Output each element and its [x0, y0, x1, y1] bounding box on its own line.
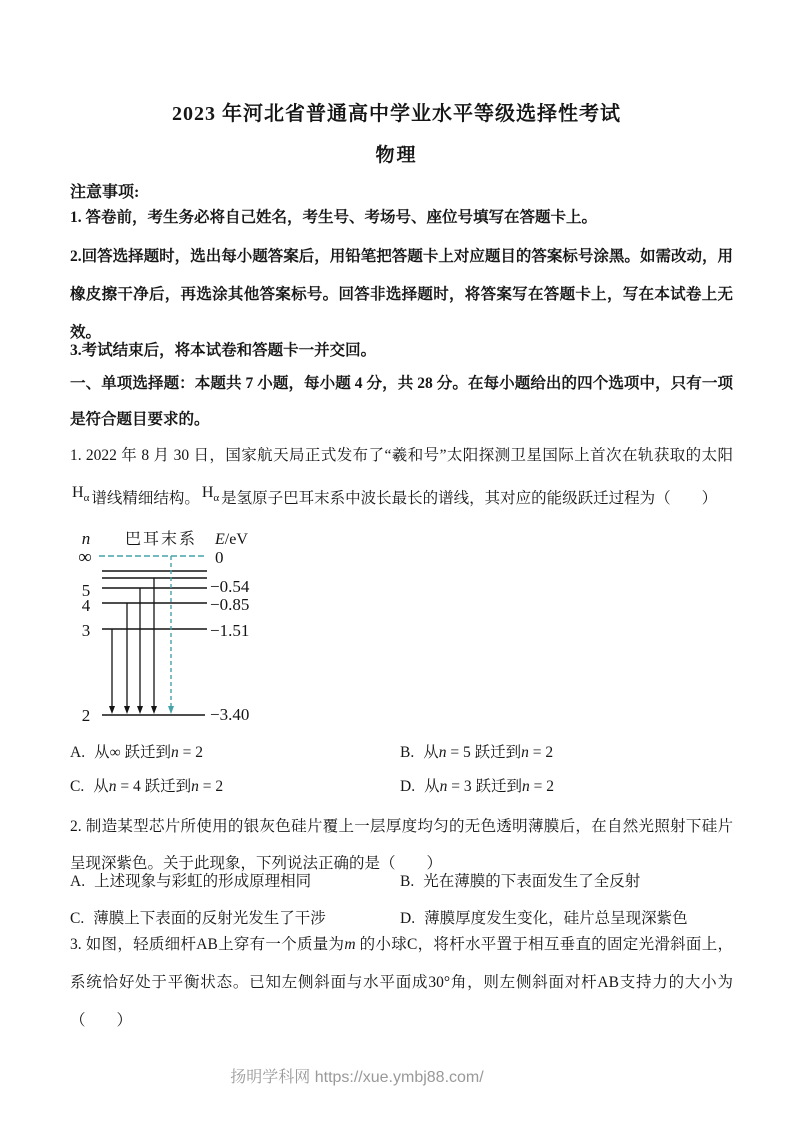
h-alpha-symbol: [202, 471, 219, 520]
option-text: 上述现象与彩虹的形成原理相同: [94, 873, 312, 890]
text-run: = 2: [198, 778, 224, 795]
energy-level-diagram: [69, 517, 319, 732]
text-run: 3. 如图，轻质细杆: [70, 936, 197, 953]
question-1-text: [70, 434, 733, 526]
text-run: 1. 2022 年 8 月 30 日，国家航天局正式发布了“羲和号”太阳探测卫星国际上首次在轨获取的太阳: [70, 447, 733, 464]
balmer-series-label: 巴耳末系: [124, 531, 198, 548]
option-label: B.: [400, 873, 415, 890]
option-label: D.: [400, 778, 416, 795]
energy-label-054: −0.54: [210, 577, 250, 596]
q1-option-c: [70, 774, 400, 796]
text-run: = 4: [116, 778, 145, 795]
energy-label-085: −0.85: [210, 595, 250, 614]
text-run: n: [439, 778, 448, 795]
text-run: AB: [597, 974, 619, 991]
notice-item-3: 3.考试结束后，将本试卷和答题卡一并交回。: [70, 342, 377, 359]
question-1-options: [70, 740, 733, 796]
text-run: 跃迁到: [474, 744, 522, 761]
text-run: α: [83, 492, 90, 504]
q1-option-d: [400, 774, 733, 796]
option-label: C.: [70, 910, 85, 927]
text-run: n: [438, 744, 447, 761]
question-3-text: [70, 926, 733, 1040]
arrowhead-6to2: [151, 706, 157, 714]
text-run: 跃迁到: [144, 778, 192, 795]
energy-label-0: 0: [215, 548, 224, 567]
q2-option-a: [70, 869, 400, 891]
text-run: 30°: [428, 974, 451, 991]
q2-option-b: [400, 869, 733, 891]
text-run: 从: [424, 778, 440, 795]
n-label-infinity: ∞: [78, 547, 92, 568]
text-run: H: [72, 484, 84, 501]
n-label-3: 3: [81, 621, 91, 640]
arrowhead-3to2: [109, 706, 115, 714]
section-one-heading: 一、单项选择题：本题共 7 小题，每小题 4 分，共 28 分。在每小题给出的四个选项中，只有一项是符合题目要求的。: [70, 375, 733, 428]
n-axis-header: n: [81, 529, 91, 548]
subject-title: 物理: [375, 145, 418, 166]
option-label: A.: [70, 744, 86, 761]
h-alpha-symbol: [72, 471, 89, 520]
text-run: H: [201, 484, 214, 501]
q2-option-d: [400, 906, 733, 928]
text-run: n: [108, 778, 117, 795]
text-run: ，将杆水平置于相互垂直的固定光滑斜面上，系统恰好处于平衡状态。已知左侧斜面与水平面成: [70, 936, 733, 991]
text-run: AB: [196, 936, 218, 953]
option-text: 薄膜厚度发生变化，硅片总呈现深紫色: [424, 910, 688, 927]
q2-option-c: [70, 906, 400, 928]
q1-option-b: [400, 740, 733, 762]
text-run: = 5: [446, 744, 475, 761]
n-label-2: 2: [81, 706, 91, 725]
arrowhead-5to2: [137, 706, 143, 714]
notice-heading: 注意事项:: [70, 184, 140, 201]
text-run: = 2: [178, 744, 204, 761]
text-run: 是氢原子巴耳末系中波长最长的谱线，其对应的能级跃迁过程为（ ）: [221, 490, 718, 507]
question-2-options: [70, 869, 733, 928]
question-2-text: 2. 制造某型芯片所使用的银灰色硅片覆上一层厚度均匀的无色透明薄膜后，在自然光照射下硅片呈现深紫色。关于此现象，下列说法正确的是（ ）: [70, 818, 733, 872]
option-text: 光在薄膜的下表面发生了全反射: [423, 873, 641, 890]
energy-axis-header: E/eV: [215, 531, 248, 548]
energy-label-340: −3.40: [210, 705, 250, 724]
text-run: n: [521, 744, 529, 761]
text-run: C: [407, 936, 418, 953]
text-run: n: [171, 744, 179, 761]
text-run: 谱线精细结构。: [91, 490, 200, 507]
text-run: m: [344, 936, 356, 953]
text-run: α: [213, 492, 220, 504]
option-label: C.: [70, 778, 85, 795]
text-run: = 2: [528, 744, 554, 761]
arrowhead-4to2: [124, 706, 130, 714]
text-run: = 3: [447, 778, 476, 795]
notice-item-1: 1. 答卷前，考生务必将自己姓名，考生号、考场号、座位号填写在答题卡上。: [70, 209, 598, 226]
text-run: 支持力的大小为（ ）: [70, 974, 733, 1029]
text-run: 的小球: [355, 936, 408, 953]
q1-option-a: [70, 740, 400, 762]
option-label: B.: [400, 744, 415, 761]
energy-label-151: −1.51: [210, 621, 250, 640]
text-run: 上穿有一个质量为: [217, 936, 345, 953]
page-title: 2023 年河北省普通高中学业水平等级选择性考试: [172, 103, 621, 125]
text-run: 从: [423, 744, 439, 761]
n-label-5: 5: [81, 581, 91, 600]
n-label-4: 4: [81, 596, 91, 615]
text-run: 从: [93, 778, 109, 795]
text-run: 跃迁到: [475, 778, 522, 795]
text-run: n: [191, 778, 199, 795]
text-run: = 2: [529, 778, 554, 795]
notice-item-2: 2.回答选择题时，选出每小题答案后，用铅笔把答题卡上对应题目的答案标号涂黑。如需改动，用橡皮擦干净后，再选涂其他答案标号。回答非选择题时，将答案写在答题卡上，写在本试卷上无效。: [70, 248, 733, 341]
text-run: 从∞ 跃迁到: [94, 744, 172, 761]
text-run: n: [521, 778, 530, 795]
option-text: 薄膜上下表面的反射光发生了干涉: [93, 910, 326, 927]
option-label: D.: [400, 910, 416, 927]
option-label: A.: [70, 873, 86, 890]
watermark-footer: 扬明学科网 https://xue.ymbj88.com/: [230, 1069, 484, 1086]
arrowhead-inf-to2: [168, 706, 174, 714]
text-run: 角，则左侧斜面对杆: [450, 974, 598, 991]
